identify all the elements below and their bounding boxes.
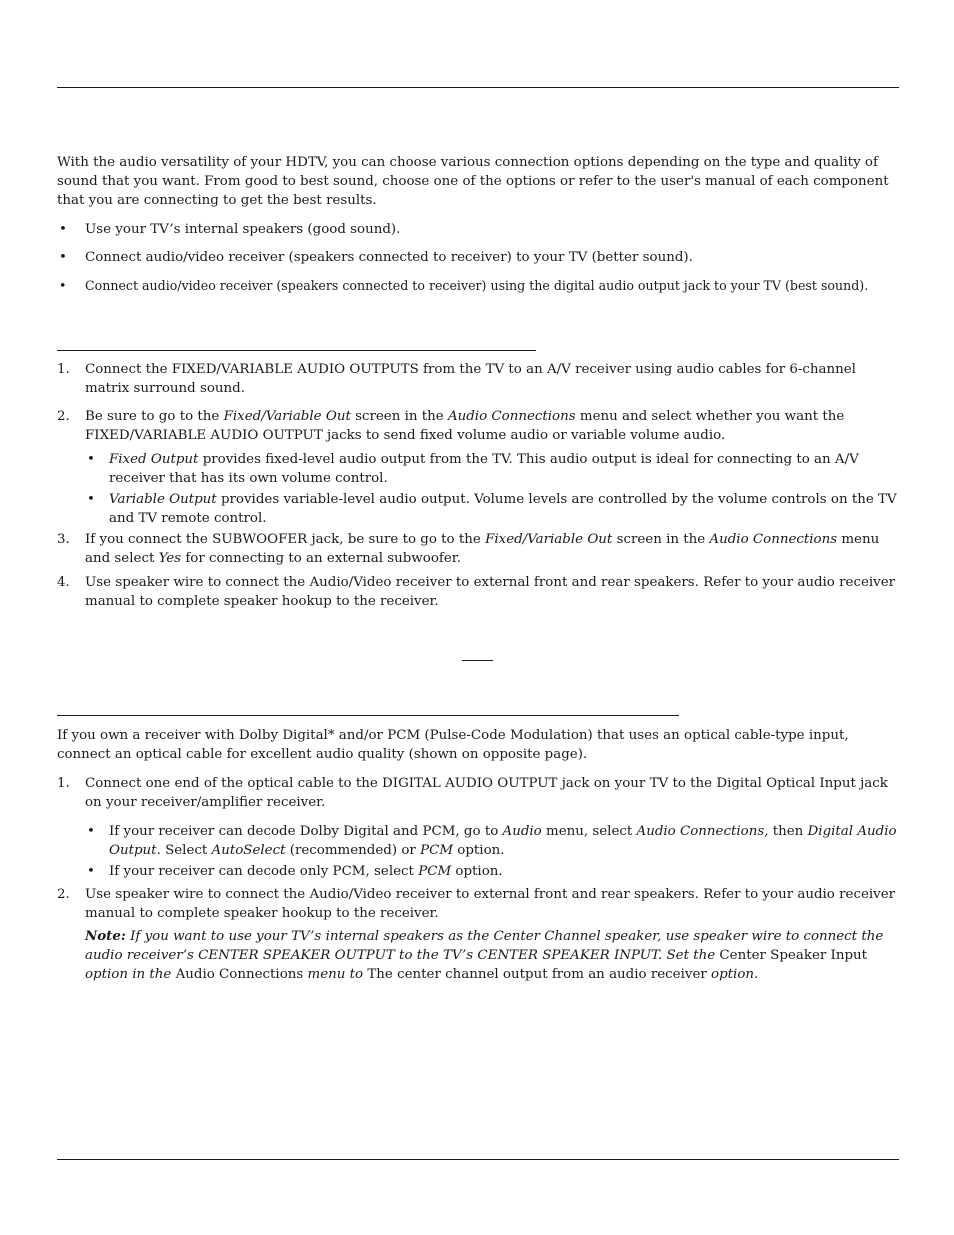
note-menu-item: Center Speaker Input xyxy=(719,948,868,963)
step-text-italic: Fixed/Variable Out xyxy=(223,409,351,424)
list-item xyxy=(57,490,899,528)
option-name: PCM xyxy=(418,864,452,879)
option-text: (recommended) or xyxy=(285,843,421,858)
section1-steps xyxy=(57,360,899,611)
header-rule xyxy=(57,87,899,88)
step-text: menu and select whether you want the FIXED/VARIABLE AUDIO OUTPUT jacks to send fixed volume audio or variable volume audio. xyxy=(85,409,845,443)
term-description: provides fixed-level audio output from the TV. This audio output is ideal for connecting to an A/V receiver that has its own volume control. xyxy=(109,452,859,486)
note-label: Note: xyxy=(85,928,126,944)
decode-options-list xyxy=(57,822,899,881)
note xyxy=(85,927,899,984)
list-item: • Use your TV’s internal speakers (good sound). xyxy=(57,220,899,239)
menu-name: Audio xyxy=(502,824,542,839)
step-text: If you connect the SUBWOOFER jack, be sure to go to the xyxy=(85,532,486,547)
note-text: . xyxy=(754,967,759,982)
section2-intro-paragraph: If you own a receiver with Dolby Digital* and/or PCM (Pulse-Code Modulation) that uses an optical cable-type input, connect an optical cable for excellent audio quality (shown on opposite page). xyxy=(57,728,849,762)
step-text: screen in the xyxy=(350,409,448,424)
option-text: . Select xyxy=(156,843,212,858)
step-item xyxy=(57,885,899,984)
option-text: option. xyxy=(453,843,505,858)
intro-paragraph: With the audio versatility of your HDTV, you can choose various connection options depending on the type and quality of sound that you want. From good to best sound, choose one of the options or refer to the user's manual of each component that you are connecting to get the best results. xyxy=(57,155,889,208)
step-text: Use speaker wire to connect the Audio/Video receiver to external front and rear speakers. Refer to your audio receiver manual to complete speaker hookup to the receiver. xyxy=(85,575,896,609)
option-text: menu, select xyxy=(541,824,637,839)
note-menu-item: The center channel output from an audio receiver xyxy=(367,967,707,982)
step-number: 2. xyxy=(57,887,70,902)
list-item: • Connect audio/video receiver (speakers connected to receiver) to your TV (better sound). xyxy=(57,248,899,267)
output-types-list xyxy=(57,450,899,528)
option-text: If your receiver can decode Dolby Digital and PCM, go to xyxy=(109,824,503,839)
note-text: menu to xyxy=(303,967,368,982)
intro-options-list xyxy=(57,220,899,295)
step-text-italic: Yes xyxy=(158,551,182,566)
step-number: 1. xyxy=(57,362,70,377)
term-italic: Variable Output xyxy=(109,492,217,507)
term-description: provides variable-level audio output. Volume levels are controlled by the volume controls on the TV and TV remote control. xyxy=(109,492,897,526)
center-divider xyxy=(462,660,493,661)
list-item xyxy=(57,450,899,488)
step-text: screen in the xyxy=(612,532,710,547)
step-number: 2. xyxy=(57,409,70,424)
step-text: Connect the FIXED/VARIABLE AUDIO OUTPUTS from the TV to an A/V receiver using audio cables for 6-channel matrix surround sound. xyxy=(85,362,856,396)
step-text: menu and select xyxy=(85,532,880,566)
section1-steps-list xyxy=(57,360,899,445)
menu-name: Audio Connections, xyxy=(636,824,769,839)
note-menu-item: Audio Connections xyxy=(175,967,304,982)
term-italic: Fixed Output xyxy=(109,452,199,467)
intro-section xyxy=(57,153,899,295)
step-text: Be sure to go to the xyxy=(85,409,224,424)
option-text: then xyxy=(768,824,808,839)
step-item xyxy=(57,407,899,445)
list-item xyxy=(57,862,899,881)
note-text: option in the xyxy=(85,967,176,982)
step-number: 1. xyxy=(57,776,70,791)
note-text: option xyxy=(706,967,755,982)
section2 xyxy=(57,726,899,984)
note-text: If you want to use your TV’s internal speakers as the Center Channel speaker, use speaker wire to connect the audio receiver’s CENTER SPEAKER OUTPUT to the TV’s CENTER SPEAKER INPUT. Set the xyxy=(85,929,884,963)
step-item xyxy=(57,774,899,812)
list-item: • Connect audio/video receiver (speakers connected to receiver) using the digital audio output jack to your TV (best sound). xyxy=(57,276,899,295)
step-text: Use speaker wire to connect the Audio/Video receiver to external front and rear speakers. Refer to your audio receiver manual to complete speaker hookup to the receiver. xyxy=(85,887,896,921)
option-name: AutoSelect xyxy=(211,843,286,858)
step-text-italic: Audio Connections xyxy=(709,532,838,547)
step-text: for connecting to an external subwoofer. xyxy=(181,551,461,566)
option-name: PCM xyxy=(420,843,454,858)
section2-steps-list-continued xyxy=(57,885,899,984)
step-text: Connect one end of the optical cable to the DIGITAL AUDIO OUTPUT jack on your TV to the Digital Optical Input jack on your receiver/amplifier receiver. xyxy=(85,776,888,810)
section2-heading-rule xyxy=(57,715,679,716)
section1-steps-list-continued xyxy=(57,530,899,611)
section1-heading-rule xyxy=(57,350,536,351)
option-text: If your receiver can decode only PCM, select xyxy=(109,864,419,879)
step-number: 3. xyxy=(57,532,70,547)
step-item xyxy=(57,573,899,611)
step-text-italic: Fixed/Variable Out xyxy=(485,532,613,547)
step-item xyxy=(57,530,899,568)
step-text-italic: Audio Connections xyxy=(447,409,576,424)
list-item xyxy=(57,822,899,860)
section2-steps-list xyxy=(57,774,899,812)
option-text: option. xyxy=(451,864,503,879)
footer-rule xyxy=(57,1159,899,1160)
step-number: 4. xyxy=(57,575,70,590)
step-item xyxy=(57,360,899,398)
menu-name: Digital Audio Output xyxy=(109,824,897,858)
